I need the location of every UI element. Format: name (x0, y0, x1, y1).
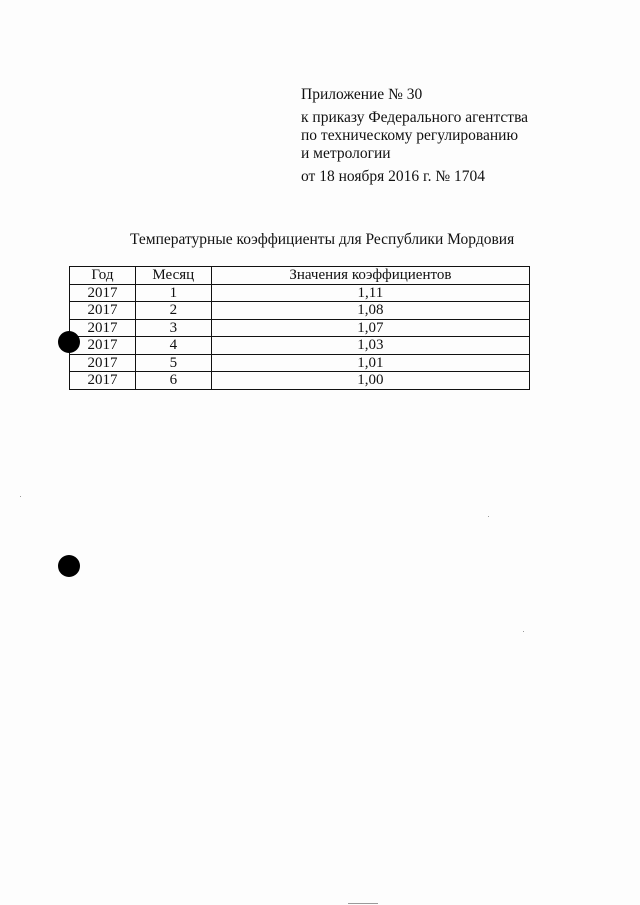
cell-month: 3 (135, 319, 211, 337)
punch-hole-mark (58, 331, 80, 353)
table-row (70, 302, 530, 320)
table-row (70, 372, 530, 390)
scan-speck (488, 516, 489, 517)
cell-month: 5 (135, 354, 211, 372)
cell-year: 2017 (70, 337, 136, 355)
scan-speck (348, 903, 378, 904)
cell-value: 1,01 (211, 354, 529, 372)
cell-value: 1,00 (211, 372, 529, 390)
cell-month: 1 (135, 284, 211, 302)
table-row (70, 284, 530, 302)
scan-speck (523, 631, 524, 632)
punch-hole-mark (58, 555, 80, 577)
header-value: Значения коэффициентов (211, 267, 529, 285)
cell-value: 1,03 (211, 337, 529, 355)
cell-year: 2017 (70, 354, 136, 372)
appendix-agency-line: по техническому регулированию (301, 127, 519, 144)
document-title: Температурные коэффициенты для Республики Мордовия (130, 231, 515, 248)
appendix-metrology-line: и метрологии (301, 145, 391, 162)
cell-month: 4 (135, 337, 211, 355)
table-row (70, 354, 530, 372)
scan-speck (20, 496, 21, 497)
cell-value: 1,11 (211, 284, 529, 302)
cell-month: 6 (135, 372, 211, 390)
cell-year: 2017 (70, 372, 136, 390)
header-year: Год (70, 267, 136, 285)
appendix-date-line: от 18 ноября 2016 г. № 1704 (301, 168, 485, 185)
appendix-order-line: к приказу Федерального агентства (301, 109, 529, 126)
cell-month: 2 (135, 302, 211, 320)
cell-year: 2017 (70, 319, 136, 337)
cell-value: 1,07 (211, 319, 529, 337)
coefficients-table (69, 266, 530, 390)
cell-value: 1,08 (211, 302, 529, 320)
table-header-row (70, 267, 530, 285)
table-row (70, 319, 530, 337)
appendix-header (301, 86, 528, 186)
table-row (70, 337, 530, 355)
header-month: Месяц (135, 267, 211, 285)
cell-year: 2017 (70, 302, 136, 320)
cell-year: 2017 (70, 284, 136, 302)
appendix-number: Приложение № 30 (301, 86, 423, 103)
